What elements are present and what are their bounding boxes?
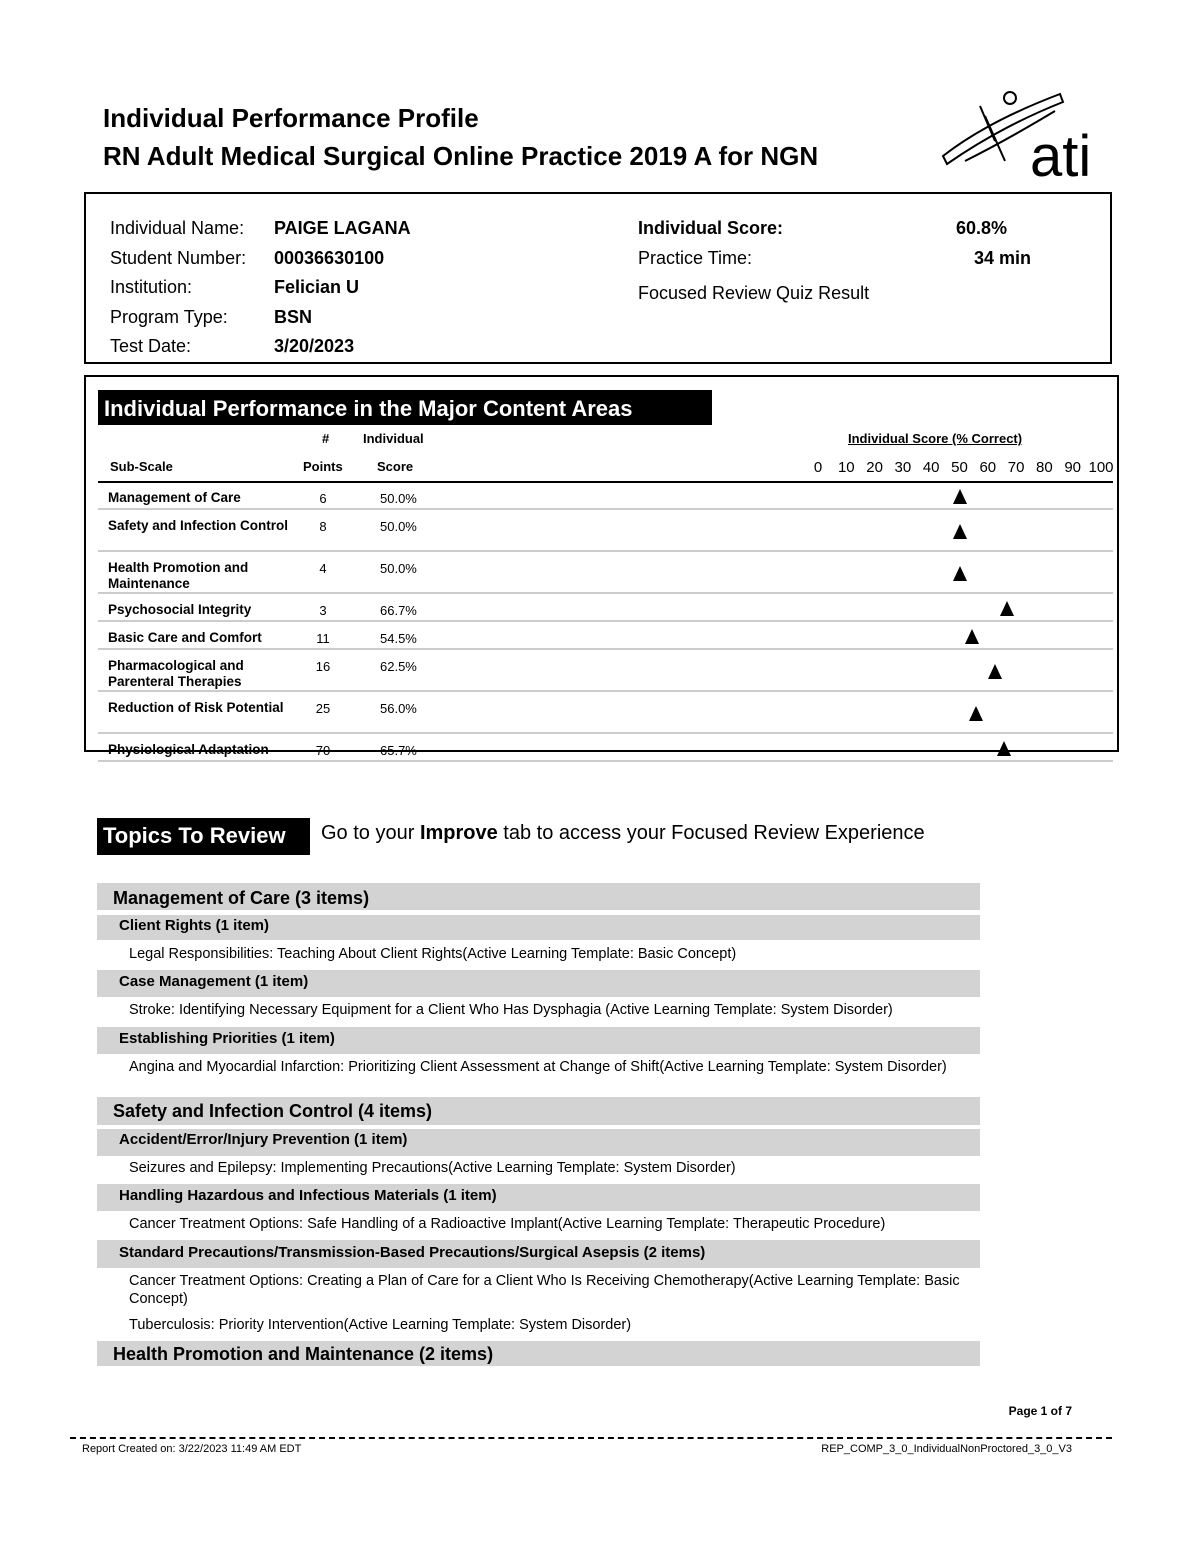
subscale-score: 65.7% <box>380 743 417 758</box>
performance-row <box>98 652 1113 692</box>
score-marker <box>953 566 967 581</box>
subscale-score: 50.0% <box>380 519 417 534</box>
score-marker <box>953 524 967 539</box>
scale-tick: 50 <box>951 459 968 476</box>
scale-tick: 20 <box>866 459 883 476</box>
subscale-name: Management of Care <box>108 490 241 505</box>
topic-category: Health Promotion and Maintenance (2 items) <box>97 1341 980 1366</box>
subscale-score: 50.0% <box>380 561 417 576</box>
subscale-points: 25 <box>315 701 331 716</box>
topic-subcategory: Case Management (1 item) <box>97 970 980 997</box>
score-marker <box>1000 601 1014 616</box>
topic-category: Management of Care (3 items) <box>97 883 980 910</box>
topic-item: Angina and Myocardial Infarction: Prioritizing Client Assessment at Change of Shift(Active Learning Template: System Disorder) <box>129 1059 947 1075</box>
subscale-points: 70 <box>315 743 331 758</box>
subscale-name: Reduction of Risk Potential <box>108 700 284 715</box>
topics-to-review-label: Topics To Review <box>97 818 310 855</box>
performance-row <box>98 554 1113 594</box>
subscale-points: 16 <box>315 659 331 674</box>
subscale-score: 56.0% <box>380 701 417 716</box>
topic-subcategory: Client Rights (1 item) <box>97 915 980 940</box>
subscale-points: 6 <box>319 491 327 506</box>
scale-title: Individual Score (% Correct) <box>848 431 1023 446</box>
subscale-points: 3 <box>319 603 327 618</box>
topic-subcategory: Standard Precautions/Transmission-Based Precautions/Surgical Asepsis (2 items) <box>97 1240 980 1268</box>
scale-tick: 40 <box>922 459 940 476</box>
individual-score-label: Individual Score: <box>638 218 784 238</box>
name-value: PAIGE LAGANA <box>274 218 411 238</box>
score-marker <box>953 489 967 504</box>
topic-item: Legal Responsibilities: Teaching About Client Rights(Active Learning Template: Basic Concept) <box>129 946 737 962</box>
topics-intro: Go to your Improve tab to access your Focused Review Experience <box>321 822 925 844</box>
scale-tick: 70 <box>1007 459 1025 476</box>
topic-subcategory: Accident/Error/Injury Prevention (1 item) <box>97 1129 980 1156</box>
topic-category: Safety and Infection Control (4 items) <box>97 1097 980 1125</box>
test-date-value: 3/20/2023 <box>274 336 355 356</box>
improve-tab-link: Improve <box>419 822 498 844</box>
topic-item: Cancer Treatment Options: Creating a Plan of Care for a Client Who Is Receiving Chemotherapy(Active Learning Template: Basic Concept) <box>129 1273 960 1307</box>
subscale-points: 11 <box>316 631 330 646</box>
scale-tick: 0 <box>813 459 823 476</box>
subscale-score: 62.5% <box>380 659 417 674</box>
scale-tick: 80 <box>1036 459 1053 476</box>
subscale-score: 50.0% <box>380 491 417 506</box>
page-number: Page 1 of 7 <box>1008 1404 1072 1418</box>
practice-time-label: Practice Time: <box>638 248 753 268</box>
ati-logo <box>935 86 1105 182</box>
topic-item: Tuberculosis: Priority Intervention(Active Learning Template: System Disorder) <box>129 1317 632 1333</box>
student-info-box <box>84 192 1112 364</box>
report-created: Report Created on: 3/22/2023 11:49 AM EDT <box>82 1443 302 1455</box>
subscale-points: 4 <box>319 561 327 576</box>
institution-value: Felician U <box>274 277 360 297</box>
individual-score-value: 60.8% <box>956 218 1008 238</box>
subscale-points: 8 <box>319 519 327 534</box>
performance-row <box>98 484 1113 510</box>
program-type-value: BSN <box>274 307 313 327</box>
performance-row <box>98 694 1113 734</box>
report-code: REP_COMP_3_0_IndividualNonProctored_3_0_V3 <box>821 1443 1072 1455</box>
focused-review-quiz-label: Focused Review Quiz Result <box>638 283 870 303</box>
subscale-name: Health Promotion and Maintenance <box>108 560 249 591</box>
report-title: Individual Performance Profile <box>103 103 479 133</box>
performance-row <box>98 512 1113 552</box>
program-type-label: Program Type: <box>110 307 228 327</box>
score-marker <box>997 741 1011 756</box>
score-marker <box>965 629 979 644</box>
col-score: Score <box>377 459 414 474</box>
col-points: Points <box>303 459 343 474</box>
scale-tick: 10 <box>837 459 855 476</box>
topic-subcategory: Handling Hazardous and Infectious Materials (1 item) <box>97 1184 980 1211</box>
subscale-score: 66.7% <box>380 603 417 618</box>
scale-tick: 100 <box>1088 459 1114 476</box>
student-number-value: 00036630100 <box>274 248 385 268</box>
subscale-name: Pharmacological and Parenteral Therapies <box>108 658 244 689</box>
performance-heading: Individual Performance in the Major Content Areas <box>98 390 712 425</box>
subscale-name: Safety and Infection Control <box>108 518 289 533</box>
test-date-label: Test Date: <box>110 336 192 356</box>
report-subtitle: RN Adult Medical Surgical Online Practice 2019 A for NGN <box>103 141 819 171</box>
topic-subcategory: Establishing Priorities (1 item) <box>97 1027 980 1054</box>
subscale-name: Psychosocial Integrity <box>108 602 252 617</box>
score-marker <box>988 664 1002 679</box>
topic-item: Seizures and Epilepsy: Implementing Precautions(Active Learning Template: System Disorder) <box>129 1160 736 1176</box>
scale-tick: 30 <box>894 459 912 476</box>
subscale-name: Basic Care and Comfort <box>108 630 262 645</box>
practice-time-value: 34 min <box>974 248 1032 268</box>
topic-item: Cancer Treatment Options: Safe Handling of a Radioactive Implant(Active Learning Template: Therapeutic Procedure) <box>129 1216 886 1232</box>
subscale-name: Physiological Adaptation <box>108 742 269 757</box>
scale-tick: 60 <box>979 459 997 476</box>
performance-row <box>98 596 1113 622</box>
subscale-score: 54.5% <box>380 631 417 646</box>
col-hash: # <box>322 431 330 446</box>
student-number-label: Student Number: <box>110 248 247 268</box>
score-marker <box>969 706 983 721</box>
header-rule <box>98 481 1113 483</box>
col-subscale: Sub-Scale <box>110 459 173 474</box>
ati-logo-text: ati <box>1030 124 1092 182</box>
performance-section <box>84 375 1119 758</box>
col-individual: Individual <box>363 431 424 446</box>
name-label: Individual Name: <box>110 218 245 238</box>
topic-item: Stroke: Identifying Necessary Equipment for a Client Who Has Dysphagia (Active Learning Template: System Disorder) <box>129 1002 893 1018</box>
performance-row <box>98 736 1113 762</box>
performance-row <box>98 624 1113 650</box>
scale-tick: 90 <box>1064 459 1082 476</box>
institution-label: Institution: <box>110 277 193 297</box>
footer-divider <box>70 1437 1112 1439</box>
